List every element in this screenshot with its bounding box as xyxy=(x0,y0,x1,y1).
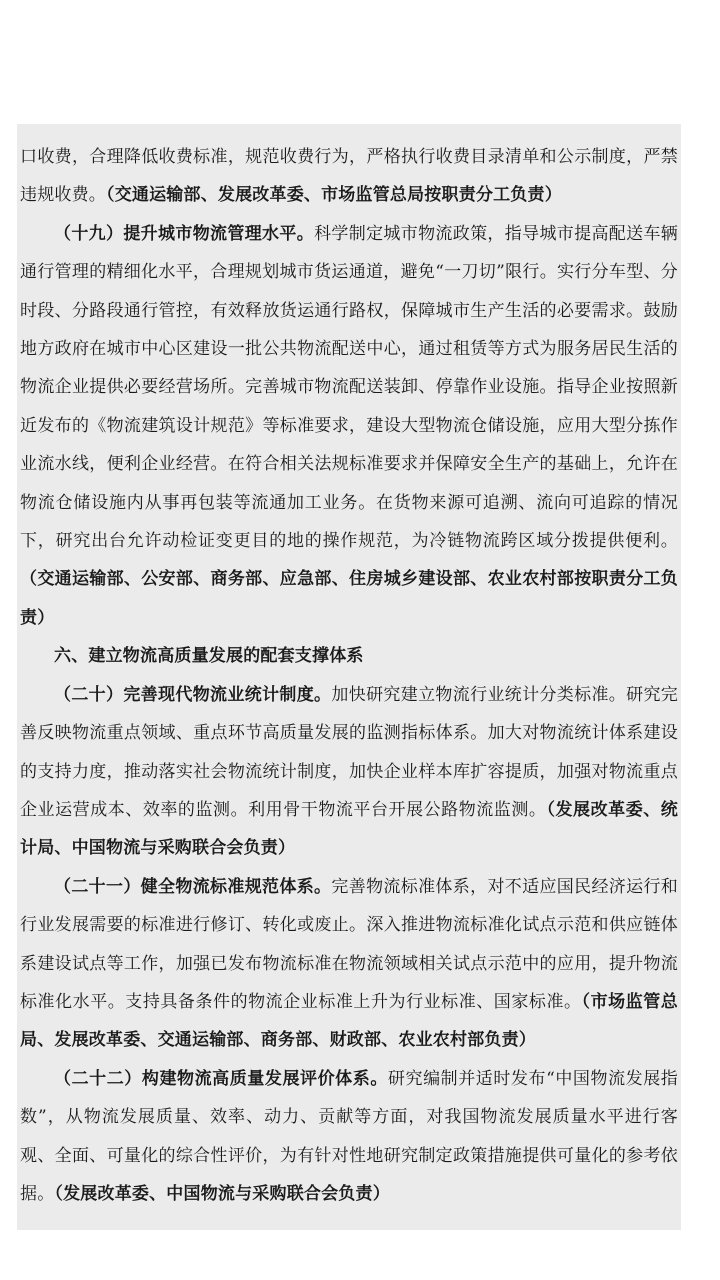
responsible-departments: （市场监管总局、发展改革委、交通运输部、商务部、财政部、农业农村部负责） xyxy=(20,991,678,1051)
responsible-departments: （发展改革委、统计局、中国物流与采购联合会负责） xyxy=(20,799,678,859)
chapter-6-heading xyxy=(20,637,678,675)
section-heading: （二十二）构建物流高质量发展评价体系。 xyxy=(54,1068,388,1089)
section-heading: （二十）完善现代物流业统计制度。 xyxy=(54,684,332,705)
responsible-departments: （交通运输部、公安部、商务部、应急部、住房城乡建设部、农业农村部按职责分工负责） xyxy=(20,569,678,628)
paragraph-20-statistics xyxy=(20,676,678,868)
paragraph-fee-regulation xyxy=(20,138,678,215)
paragraph-text: 完善物流标准体系，对不适应国民经济运行和行业发展需要的标准进行修订、转化或废止。深入推进物流标准化试点示范和供应链体系建设试点等工作，加强已发布物流标准在物流领域相关试点示范中的应用，提升物流标准化水平。支持具备条件的物流企业标准上升为行业标准、国家标准。 xyxy=(20,876,679,1012)
paragraph-text: 加快研究建立物流行业统计分类标准。研究完善反映物流重点领域、重点环节高质量发展的监测指标体系。加大对物流统计体系建设的支持力度，推动落实社会物流统计制度，加快企业样本库扩容提质，加强对物流重点企业运营成本、效率的监测。利用骨干物流平台开展公路物流监测。 xyxy=(20,684,679,820)
paragraph-text: 口收费，合理降低收费标准，规范收费行为，严格执行收费目录清单和公示制度，严禁违规收费。 xyxy=(20,147,678,206)
paragraph-21-standards xyxy=(20,868,678,1060)
responsible-departments: （发展改革委、中国物流与采购联合会负责） xyxy=(54,1183,390,1204)
paragraph-19-city-logistics xyxy=(20,215,678,637)
section-heading: （十九）提升城市物流管理水平。 xyxy=(54,223,315,244)
paragraph-22-evaluation xyxy=(20,1060,678,1214)
section-heading: （二十一）健全物流标准规范体系。 xyxy=(54,876,332,897)
chapter-title: 六、建立物流高质量发展的配套支撑体系 xyxy=(54,646,364,667)
paragraph-text: 科学制定城市物流政策，指导城市提高配送车辆通行管理的精细化水平，合理规划城市货运通道，避免“一刀切”限行。实行分车型、分时段、分路段通行管控，有效释放货运通行路权，保障城市生产生活的必要需求。鼓励地方政府在城市中心区建设一批公共物流配送中心，通过租赁等方式为服务居民生活的物流企业提供必要经营场所。完善城市物流配送装卸、停靠作业设施。指导企业按照新近发布的《物流建筑设计规范》等标准要求，建设大型物流仓储设施，应用大型分拣作业流水线，便利企业经营。在符合相关法规标准要求并保障安全生产的基础上，允许在物流仓储设施内从事再包装等流通加工业务。在货物来源可追溯、流向可追踪的情况下，研究出台允许动检证变更目的地的操作规范，为冷链物流跨区域分拨提供便利。 xyxy=(20,223,679,552)
document-text-block xyxy=(17,124,681,1230)
paragraph-text: 研究编制并适时发布“中国物流发展指数”，从物流发展质量、效率、动力、贡献等方面，对我国物流发展质量水平进行客观、全面、可量化的综合性评价，为有针对性地研究制定政策措施提供可量化的参考依据。 xyxy=(20,1068,678,1204)
responsible-departments: （交通运输部、发展改革委、市场监管总局按职责分工负责） xyxy=(106,185,562,206)
